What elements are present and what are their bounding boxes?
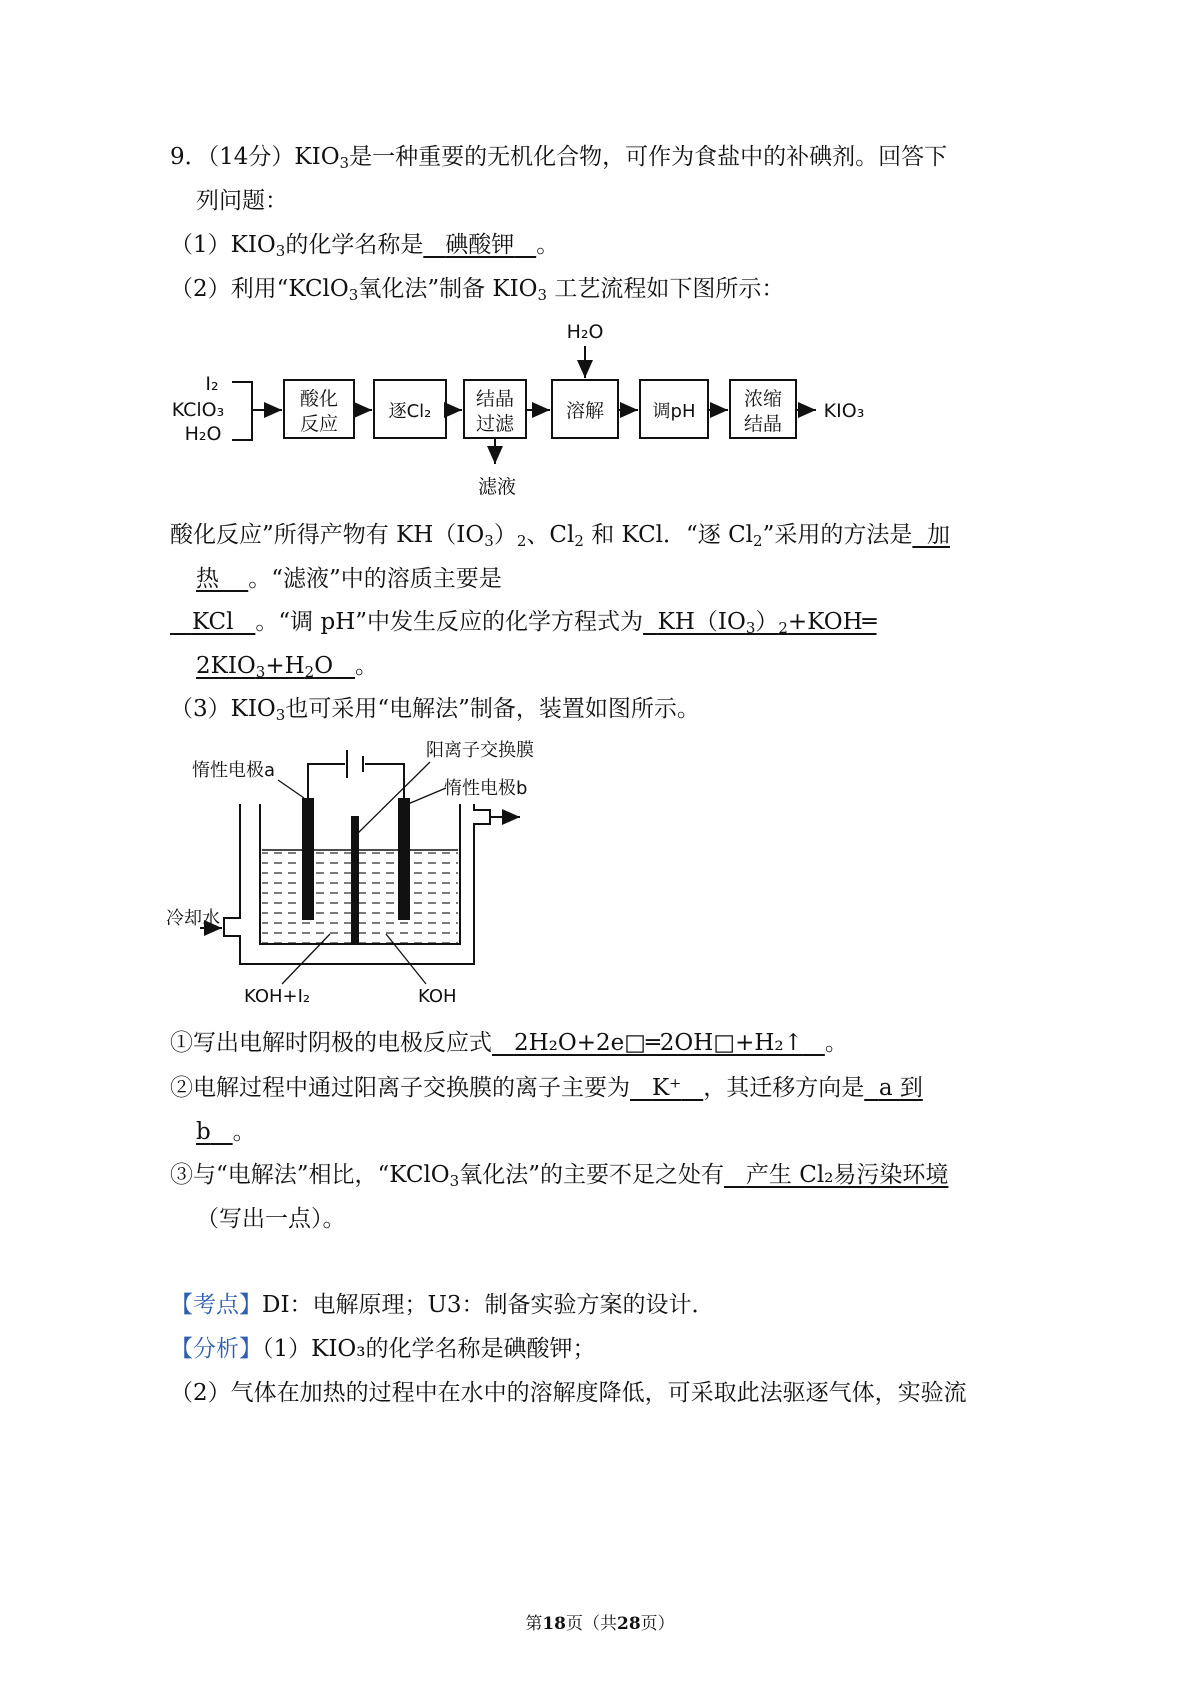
box-concentrate-line1: 浓缩 (743, 388, 783, 410)
part2-line2: 热 。“滤液”中的溶质主要是 (196, 566, 502, 592)
electrode-a-leader (278, 780, 304, 798)
left-solution-label: KOH+I₂ (244, 986, 311, 1007)
part1: $(1)KIO_3$的化学名称是 碘酸钾 。 (170, 232, 560, 260)
page-number: 18 (542, 1614, 566, 1634)
electrode-a-label: 惰性电极a (192, 760, 276, 781)
electrode-b-leader (408, 788, 446, 804)
box-concentrate-line2: 结晶 (743, 413, 783, 435)
input-h2o: H₂O (184, 423, 222, 445)
part2-line1: 酸化反应”所得产物有 $KH(IO_3)_2$、$Cl_2$ 和 KCl．“逐 $Cl_2$”采用的方法是 加 (170, 522, 950, 550)
fenxi-line2: （2）气体在加热的过程中在水中的溶解度降低，可采取此法驱逐气体，实验流 (170, 1380, 967, 1406)
electrode-b-label: 惰性电极b (444, 778, 528, 799)
cooling-water-label: 冷却水 (166, 908, 220, 929)
part3-q3: ③与“电解法”相比，“KClO$_3$氧化法”的主要不足之处有 产生 Cl₂易污染环境 (170, 1162, 949, 1190)
box-dissolve-label: 溶解 (565, 400, 605, 422)
electrode-b (398, 798, 410, 920)
part3-q1: ①写出电解时阴极的电极反应式 2H₂O+2e□═2OH□+H₂↑ 。 (170, 1030, 848, 1056)
part2-header: （2）利用“KClO$_3$氧化法”制备 $KIO_3$ 工艺流程如下图所示： (170, 276, 785, 304)
question-header: 9．（14分）$KIO_3$是一种重要的无机化合物，可作为食盐中的补碘剂。回答下 (170, 144, 948, 172)
answer-blank: 碘酸钾 (445, 232, 515, 258)
process-flowchart (160, 316, 880, 506)
filtrate-label: 滤液 (477, 476, 517, 498)
part3-q3-cont: （写出一点）。 (196, 1206, 346, 1232)
fenxi-line: 【分析】（1）KIO₃的化学名称是碘酸钾； (170, 1336, 596, 1362)
part3-q2: ②电解过程中通过阳离子交换膜的离子主要为 K⁺ ，其迁移方向是 a 到 (170, 1075, 923, 1101)
part2-line4: $2KIO_3+H_2O$ 。 (196, 653, 378, 681)
box-adjust-ph-label: 调pH (652, 401, 696, 422)
electrode-a (302, 798, 314, 920)
electrolysis-apparatus (160, 738, 540, 1028)
input-i2: I₂ (205, 373, 219, 395)
box-crystallize-line1: 结晶 (475, 388, 515, 410)
question-score: （14分） (207, 144, 295, 170)
kaodian-tag: 【考点】 (170, 1292, 262, 1318)
water-in-label: H₂O (566, 321, 604, 343)
page-footer: 第18页（共28页） (525, 1614, 675, 1634)
box-acidify-line1: 酸化 (299, 388, 339, 410)
product-label: KIO₃ (823, 400, 865, 422)
membrane-label: 阳离子交换膜 (426, 740, 534, 761)
part3-header: $(3)KIO_3$也可采用“电解法”制备，装置如图所示。 (170, 696, 700, 724)
question-number: 9． (170, 144, 208, 170)
fenxi-tag: 【分析】 (170, 1336, 262, 1362)
question-intro-line2: 列问题： (196, 188, 288, 214)
input-brace (232, 382, 260, 440)
right-solution-label: KOH (418, 986, 457, 1007)
box-acidify-line2: 反应 (299, 413, 339, 435)
box-remove-cl2-label: 逐Cl₂ (388, 401, 432, 422)
page-total: 28 (617, 1614, 641, 1634)
box-crystallize-line2: 过滤 (475, 413, 515, 435)
input-kclo3: KClO₃ (171, 399, 225, 421)
kaodian-line: 【考点】DI：电解原理；U3：制备实验方案的设计． (170, 1292, 715, 1318)
part2-line3: KCl 。“调 pH”中发生反应的化学方程式为 $KH(IO_3)_2+KOH═$ (191, 609, 877, 637)
part3-q2-cont: b 。 (196, 1119, 256, 1145)
electrolyte-liquid (262, 850, 458, 944)
circuit-wire (308, 764, 404, 798)
